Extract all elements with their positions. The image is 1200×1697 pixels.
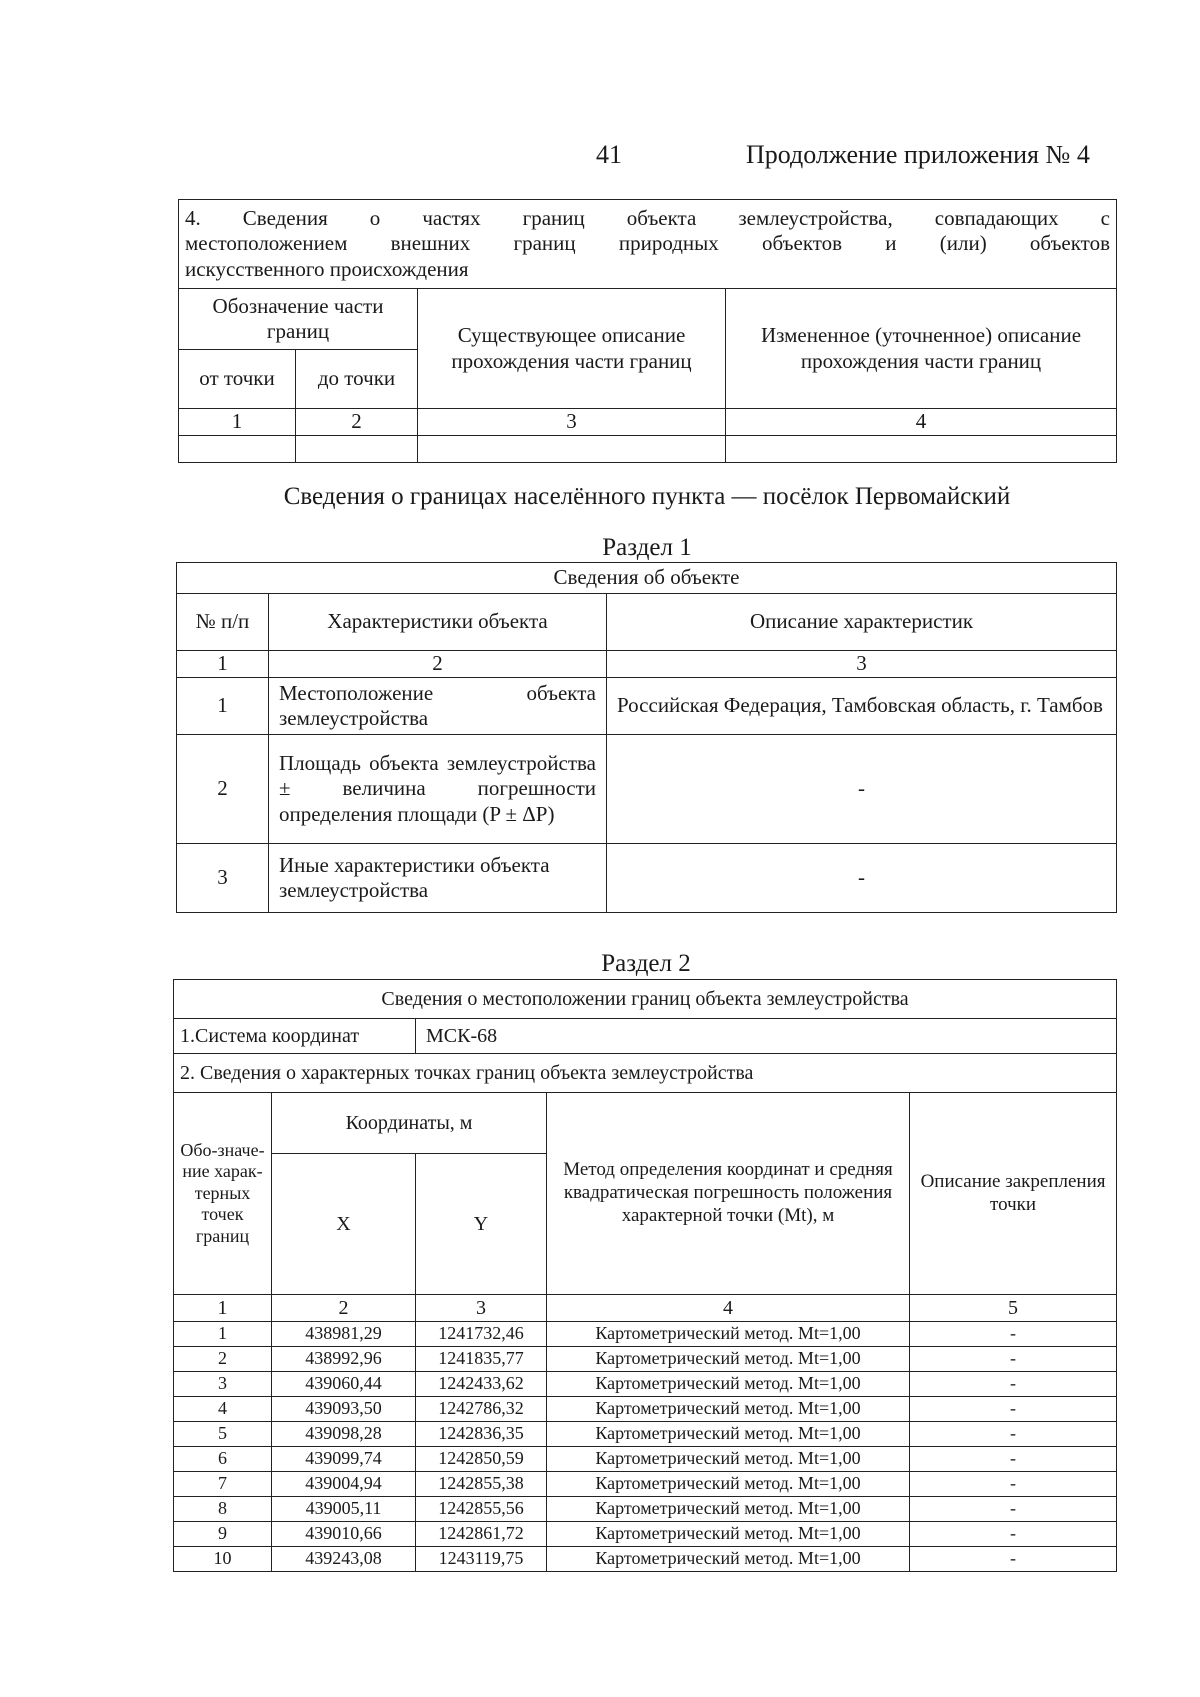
x-coord-cell: 439010,66 bbox=[272, 1522, 416, 1547]
point-number-cell: 4 bbox=[174, 1397, 272, 1422]
num-cell: 1 bbox=[177, 651, 269, 678]
num-cell: 4 bbox=[547, 1295, 910, 1322]
points-body bbox=[174, 1322, 1117, 1572]
x-coord-cell: 439060,44 bbox=[272, 1372, 416, 1397]
point-number-cell: 10 bbox=[174, 1547, 272, 1572]
method-cell: Картометрический метод. Mt=1,00 bbox=[547, 1347, 910, 1372]
row-num: 1 bbox=[177, 678, 269, 735]
num-cell: 3 bbox=[607, 651, 1117, 678]
col-num: № п/п bbox=[177, 594, 269, 651]
fix-cell: - bbox=[910, 1397, 1117, 1422]
num-cell: 1 bbox=[179, 409, 296, 436]
col-designation: Обо-значе-ние харак-терных точек границ bbox=[174, 1093, 272, 1295]
y-coord-cell: 1241835,77 bbox=[416, 1347, 547, 1372]
row-char: Площадь объекта землеустройства ± величина погрешности определения площади (P ± ΔP) bbox=[269, 735, 607, 844]
object-info-title: Сведения об объекте bbox=[177, 563, 1117, 594]
y-coord-cell: 1242836,35 bbox=[416, 1422, 547, 1447]
continuation-label: Продолжение приложения № 4 bbox=[746, 140, 1090, 169]
method-cell: Картометрический метод. Mt=1,00 bbox=[547, 1522, 910, 1547]
section1-title: Раздел 1 bbox=[602, 534, 692, 561]
row-num: 3 bbox=[177, 844, 269, 913]
col-existing: Существующее описание прохождения части границ bbox=[418, 289, 726, 409]
x-coord-cell: 439005,11 bbox=[272, 1497, 416, 1522]
row-char: Иные характеристики объекта землеустройства bbox=[269, 844, 607, 913]
col-desc: Описание характеристик bbox=[607, 594, 1117, 651]
row-desc: Российская Федерация, Тамбовская область, г. Тамбов bbox=[607, 678, 1117, 735]
y-coord-cell: 1242850,59 bbox=[416, 1447, 547, 1472]
x-coord-cell: 439004,94 bbox=[272, 1472, 416, 1497]
fix-cell: - bbox=[910, 1472, 1117, 1497]
fix-cell: - bbox=[910, 1422, 1117, 1447]
x-coord-cell: 439243,08 bbox=[272, 1547, 416, 1572]
method-cell: Картометрический метод. Mt=1,00 bbox=[547, 1422, 910, 1447]
num-cell: 2 bbox=[269, 651, 607, 678]
num-cell: 2 bbox=[272, 1295, 416, 1322]
col-fix: Описание закрепления точки bbox=[910, 1093, 1117, 1295]
col-to: до точки bbox=[296, 350, 418, 409]
method-cell: Картометрический метод. Mt=1,00 bbox=[547, 1547, 910, 1572]
col-x: X bbox=[272, 1154, 416, 1295]
y-coord-cell: 1242855,56 bbox=[416, 1497, 547, 1522]
x-coord-cell: 438981,29 bbox=[272, 1322, 416, 1347]
object-info-table bbox=[176, 562, 1117, 913]
col-from: от точки bbox=[179, 350, 296, 409]
method-cell: Картометрический метод. Mt=1,00 bbox=[547, 1322, 910, 1347]
fix-cell: - bbox=[910, 1547, 1117, 1572]
point-number-cell: 6 bbox=[174, 1447, 272, 1472]
row-desc: - bbox=[607, 735, 1117, 844]
table-row bbox=[174, 1322, 1117, 1347]
table-row bbox=[174, 1397, 1117, 1422]
num-cell: 2 bbox=[296, 409, 418, 436]
table-row bbox=[174, 1372, 1117, 1397]
y-coord-cell: 1242861,72 bbox=[416, 1522, 547, 1547]
boundary-points-table bbox=[173, 979, 1117, 1572]
row-desc: - bbox=[607, 844, 1117, 913]
main-heading: Сведения о границах населённого пункта — посёлок Первомайский bbox=[283, 483, 1011, 510]
table-row bbox=[174, 1522, 1117, 1547]
y-coord-cell: 1242786,32 bbox=[416, 1397, 547, 1422]
fix-cell: - bbox=[910, 1347, 1117, 1372]
table-row bbox=[174, 1422, 1117, 1447]
fix-cell: - bbox=[910, 1522, 1117, 1547]
point-number-cell: 1 bbox=[174, 1322, 272, 1347]
table-row bbox=[174, 1497, 1117, 1522]
y-coord-cell: 1241732,46 bbox=[416, 1322, 547, 1347]
col-designation: Обозначение части границ bbox=[179, 289, 418, 350]
row-char: Местоположение объекта землеустройства bbox=[269, 678, 607, 735]
x-coord-cell: 438992,96 bbox=[272, 1347, 416, 1372]
col-coords: Координаты, м bbox=[272, 1093, 547, 1154]
fix-cell: - bbox=[910, 1372, 1117, 1397]
empty-cell bbox=[179, 436, 296, 463]
empty-cell bbox=[418, 436, 726, 463]
empty-cell bbox=[726, 436, 1117, 463]
point-number-cell: 2 bbox=[174, 1347, 272, 1372]
point-number-cell: 3 bbox=[174, 1372, 272, 1397]
num-cell: 1 bbox=[174, 1295, 272, 1322]
coord-system-label: 1.Система координат bbox=[174, 1019, 416, 1054]
table-row bbox=[174, 1347, 1117, 1372]
table-row bbox=[174, 1547, 1117, 1572]
fix-cell: - bbox=[910, 1322, 1117, 1347]
empty-cell bbox=[296, 436, 418, 463]
coord-system-value: МСК-68 bbox=[416, 1019, 1117, 1054]
page-number: 41 bbox=[596, 140, 622, 169]
fix-cell: - bbox=[910, 1447, 1117, 1472]
y-coord-cell: 1242433,62 bbox=[416, 1372, 547, 1397]
col-y: Y bbox=[416, 1154, 547, 1295]
col-changed: Измененное (уточненное) описание прохождения части границ bbox=[726, 289, 1117, 409]
point-number-cell: 8 bbox=[174, 1497, 272, 1522]
table-row bbox=[174, 1447, 1117, 1472]
method-cell: Картометрический метод. Mt=1,00 bbox=[547, 1472, 910, 1497]
points-table-title: Сведения о местоположении границ объекта землеустройства bbox=[174, 980, 1117, 1019]
method-cell: Картометрический метод. Mt=1,00 bbox=[547, 1372, 910, 1397]
col-method: Метод определения координат и средняя квадратическая погрешность положения характерной точки (Mt), м bbox=[547, 1093, 910, 1295]
fix-cell: - bbox=[910, 1497, 1117, 1522]
point-number-cell: 5 bbox=[174, 1422, 272, 1447]
boundary-parts-table bbox=[178, 199, 1117, 463]
method-cell: Картометрический метод. Mt=1,00 bbox=[547, 1397, 910, 1422]
x-coord-cell: 439098,28 bbox=[272, 1422, 416, 1447]
boundary-parts-title: 4. Сведения о частях границ объекта землеустройства, совпадающих с местоположением внешних границ природных объектов и (или) объектов искусственного происхождения bbox=[179, 200, 1117, 289]
method-cell: Картометрический метод. Mt=1,00 bbox=[547, 1447, 910, 1472]
method-cell: Картометрический метод. Mt=1,00 bbox=[547, 1497, 910, 1522]
x-coord-cell: 439099,74 bbox=[272, 1447, 416, 1472]
num-cell: 5 bbox=[910, 1295, 1117, 1322]
section2-title: Раздел 2 bbox=[601, 950, 691, 977]
num-cell: 3 bbox=[418, 409, 726, 436]
point-number-cell: 9 bbox=[174, 1522, 272, 1547]
y-coord-cell: 1243119,75 bbox=[416, 1547, 547, 1572]
num-cell: 4 bbox=[726, 409, 1117, 436]
num-cell: 3 bbox=[416, 1295, 547, 1322]
table-row bbox=[174, 1472, 1117, 1497]
points-subtitle: 2. Сведения о характерных точках границ объекта землеустройства bbox=[174, 1054, 1117, 1093]
point-number-cell: 7 bbox=[174, 1472, 272, 1497]
row-num: 2 bbox=[177, 735, 269, 844]
col-char: Характеристики объекта bbox=[269, 594, 607, 651]
x-coord-cell: 439093,50 bbox=[272, 1397, 416, 1422]
y-coord-cell: 1242855,38 bbox=[416, 1472, 547, 1497]
